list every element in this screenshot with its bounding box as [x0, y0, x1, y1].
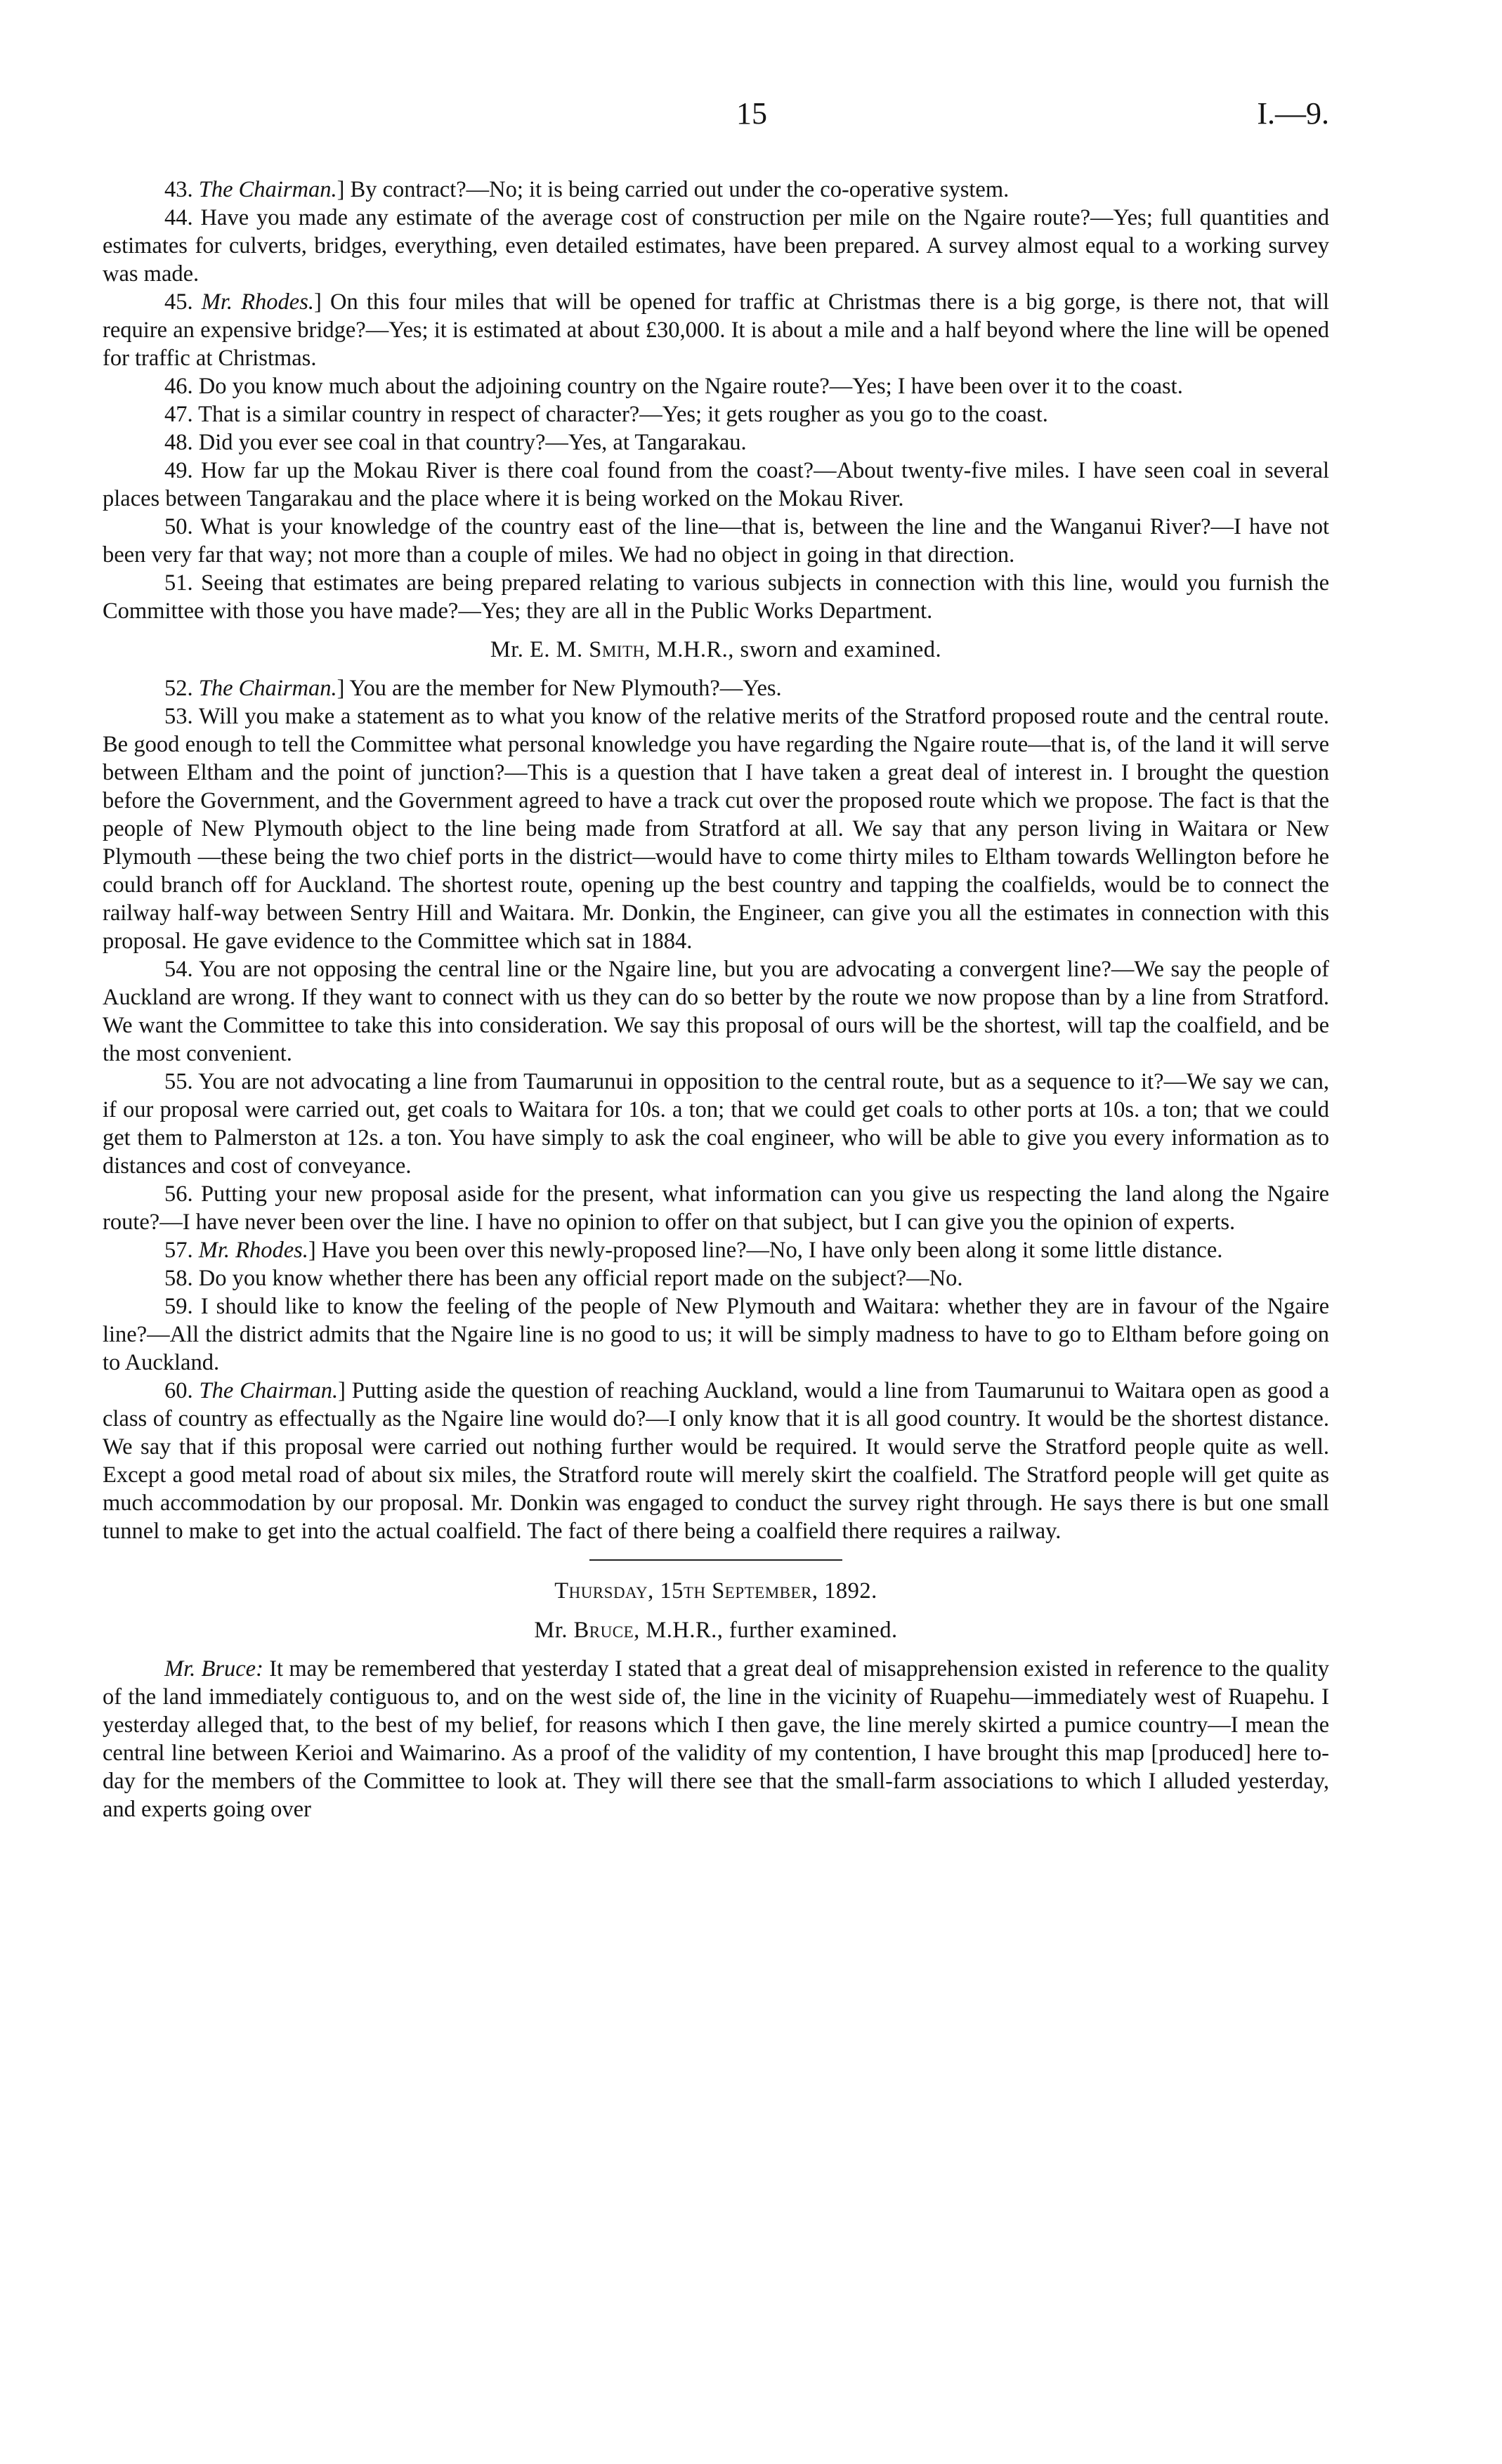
section-divider — [589, 1559, 842, 1561]
question-paragraph: 49. How far up the Mokau River is there coal found from the coast?—About twenty-five miles. I have seen coal in several places between Tangarakau and the place where it is being worked on the Mokau River. — [103, 458, 1329, 511]
question-paragraph: 50. What is your knowledge of the country east of the line—that is, between the line and the Wanganui River?—I have not been very far that way; not more than a couple of miles. We had no object in going in that direction. — [103, 514, 1329, 568]
question-paragraph: 56. Putting your new proposal aside for the present, what information can you give us respecting the land along the Ngaire route?—I have never been over the line. I have no opinion to offer on that subject, but I can give you the opinion of experts. — [103, 1181, 1330, 1235]
question-paragraph: 51. Seeing that estimates are being prepared relating to various subjects in connection with this line, would you furnish the Committee with those you have made?—Yes; they are all in the Public Works Department. — [103, 570, 1329, 624]
question-paragraph: 46. Do you know much about the adjoining country on the Ngaire route?—Yes; I have been over it to the coast. — [164, 374, 1183, 399]
question-paragraph: 55. You are not advocating a line from Taumarunui in opposition to the central route, but as a sequence to it?—We say we can, if our proposal were carried out, get coals to Waitara for 10s. a ton; that we could get coals to other ports at 10s. a ton; that we could get them to Palmerston at 12s. a ton. You have simply to ask the coal engineer, who will be able to give you every information as to distances and cost of conveyance. — [103, 1069, 1329, 1179]
question-paragraph: 47. That is a similar country in respect of character?—Yes; it gets rougher as you go to the coast. — [164, 402, 1048, 427]
question-paragraph: 48. Did you ever see coal in that country?—Yes, at Tangarakau. — [164, 430, 747, 455]
page-number: 15 — [736, 96, 767, 131]
question-paragraph: 60. The Chairman.] Putting aside the question of reaching Auckland, would a line from Taumarunui to Waitara open as good a class of country as effectually as the Ngaire line would do?—I only know that it is all good country. It would be the shortest distance. We say that if this proposal were carried out nothing further would be required. It would serve the Stratford people quite as well. Except a good metal road of about six miles, the Stratford route will merely skirt the coalfield. The Stratford people will get quite as much accommodation by our proposal. Mr. Donkin was engaged to conduct the survey right through. He says there is but one small tunnel to make to get into the actual coalfield. The fact of there being a coalfield there requires a railway. — [103, 1378, 1330, 1544]
question-paragraph: 45. Mr. Rhodes.] On this four miles that will be opened for traffic at Christmas there is a big gorge, is there not, that will require an expensive bridge?—Yes; it is estimated at about £30,000. It is about a mile and a half beyond where the line will be opened for traffic at Christmas. — [103, 289, 1330, 371]
question-paragraph: 43. The Chairman.] By contract?—No; it is being carried out under the co-operative system. — [164, 177, 1010, 202]
question-paragraph: 59. I should like to know the feeling of the people of New Plymouth and Waitara: whether they are in favour of the Ngaire line?—All the district admits that the Ngaire line is no good to us; it will be simply madness to have to go to Eltham before going on to Auckland. — [103, 1294, 1329, 1375]
speaker-name: The Chairman. — [198, 177, 337, 202]
document-reference: I.—9. — [1257, 96, 1329, 131]
witness-heading-bruce: Mr. Bruce, M.H.R., further examined. — [534, 1618, 898, 1643]
body-text — [103, 176, 1329, 1823]
speaker-name: The Chairman. — [198, 676, 337, 701]
question-paragraph: 53. Will you make a statement as to what you know of the relative merits of the Stratford proposed route and the central route. Be good enough to tell the Committee what personal knowledge you have regarding the Ngaire route—that is, of the land it will serve between Eltham and the point of junction?—This is a question that I have taken a great deal of interest in. I brought the question before the Government, and the Government agreed to have a track cut over the proposed route which we propose. The fact is that the people of New Plymouth object to the line being made from Stratford at all. We say that any person living in Waitara or New Plymouth —these being the two chief ports in the district—would have to come thirty miles to Eltham towards Wellington before he could branch off for Auckland. The shortest route, opening up the best country and tapping the coalfields, would be to connect the railway half-way between Sentry Hill and Waitara. Mr. Donkin, the Engineer, can give you all the estimates in connection with this proposal. He gave evidence to the Committee which sat in 1884. — [103, 704, 1330, 954]
speaker-name: Mr. Rhodes. — [201, 289, 314, 315]
question-paragraph: 52. The Chairman.] You are the member for New Plymouth?—Yes. — [164, 676, 782, 701]
speaker-name: Mr. Bruce: — [164, 1656, 263, 1682]
statement-paragraph: Mr. Bruce: It may be remembered that yesterday I stated that a great deal of misapprehension existed in reference to the quality of the land immediately contiguous to, and on the west side of, the line in the vicinity of Ruapehu—immediately west of Ruapehu. I yesterday alleged that, to the best of my belief, for reasons which I then gave, the line merely skirted a pumice country—I mean the central line between Kerioi and Waimarino. As a proof of the validity of my contention, I have brought this map [produced] here to-day for the members of the Committee to look at. They will there see that the small-farm associations to which I alluded yesterday, and experts going over — [103, 1656, 1329, 1822]
question-paragraph: 54. You are not opposing the central line or the Ngaire line, but you are advocating a convergent line?—We say the people of Auckland are wrong. If they want to connect with us they can do so better by the route we now propose than by a line from Stratford. We want the Committee to take this into consideration. We say this proposal of ours will be the shortest, will tap the coalfield, and be the most convenient. — [103, 957, 1330, 1066]
question-paragraph: 44. Have you made any estimate of the average cost of construction per mile on the Ngaire route?—Yes; full quantities and estimates for culverts, bridges, everything, even detailed estimates, have been prepared. A survey almost equal to a working survey was made. — [103, 205, 1330, 287]
question-paragraph: 58. Do you know whether there has been any official report made on the subject?—No. — [164, 1266, 963, 1291]
speaker-name: The Chairman. — [199, 1378, 339, 1403]
question-paragraph: 57. Mr. Rhodes.] Have you been over this newly-proposed line?—No, I have only been along it some little distance. — [164, 1238, 1223, 1263]
witness-heading-smith: Mr. E. M. Smith, M.H.R., sworn and examined. — [490, 637, 942, 662]
speaker-name: Mr. Rhodes. — [198, 1238, 308, 1263]
date-heading: Thursday, 15th September, 1892. — [554, 1578, 877, 1604]
